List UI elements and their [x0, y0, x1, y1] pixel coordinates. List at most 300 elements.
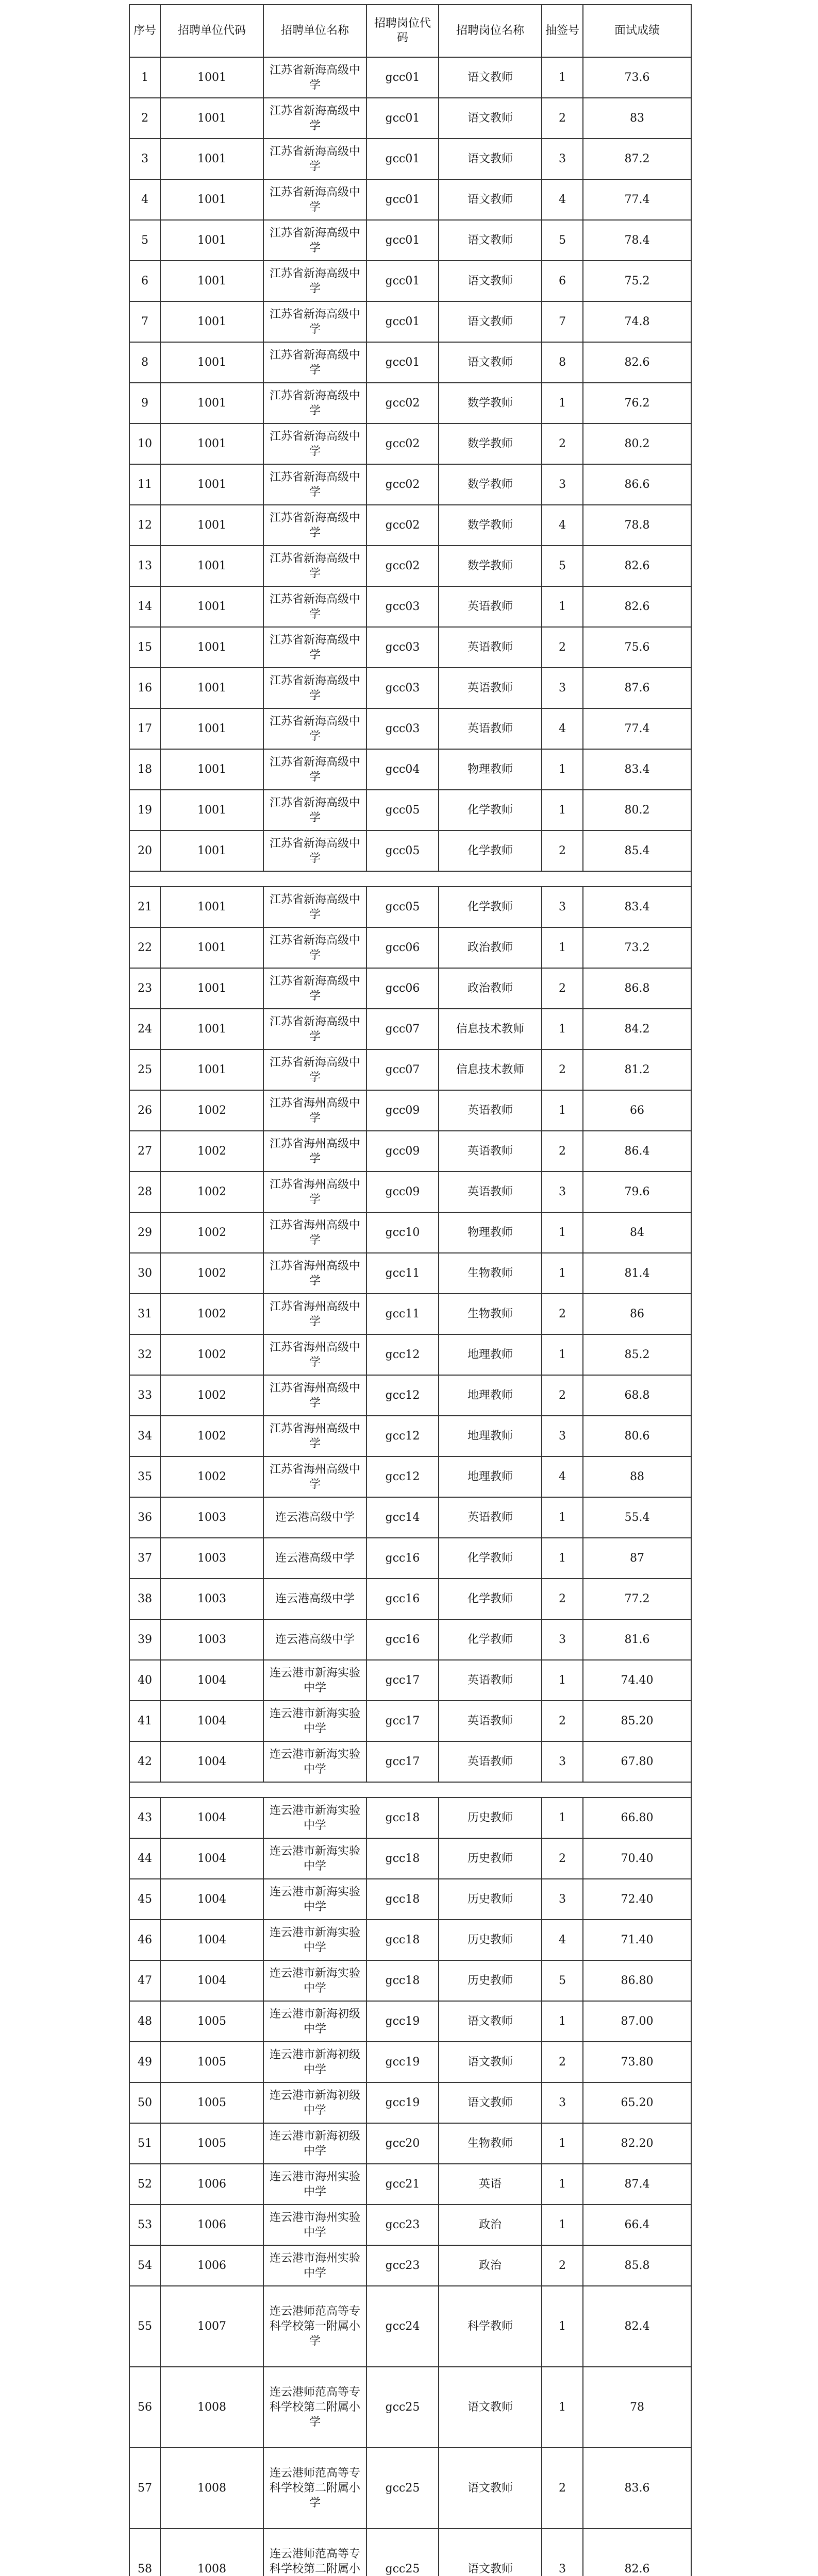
draw-number-cell: 3 [542, 1416, 583, 1456]
table-row [129, 1294, 691, 1334]
table-row [129, 1538, 691, 1579]
row-index-cell: 58 [129, 2529, 160, 2576]
unit-name-cell: 江苏省海州高级中学 [263, 1212, 366, 1253]
interview-score-cell: 82.20 [583, 2123, 691, 2164]
header-cell: 招聘岗位代码 [366, 5, 439, 57]
post-code-cell: gcc23 [366, 2245, 439, 2286]
table-row [129, 505, 691, 546]
table-row [129, 1497, 691, 1538]
interview-score-cell: 75.2 [583, 261, 691, 301]
header-cell: 抽签号 [542, 5, 583, 57]
row-index-cell: 41 [129, 1701, 160, 1741]
table-row [129, 179, 691, 220]
unit-code-cell: 1002 [160, 1294, 263, 1334]
post-code-cell: gcc03 [366, 627, 439, 668]
interview-score-cell: 70.40 [583, 1838, 691, 1879]
interview-score-cell: 88 [583, 1456, 691, 1497]
row-index-cell: 43 [129, 1798, 160, 1838]
unit-code-cell: 1001 [160, 261, 263, 301]
table-row [129, 1253, 691, 1294]
draw-number-cell: 2 [542, 1838, 583, 1879]
post-code-cell: gcc18 [366, 1960, 439, 2001]
unit-code-cell: 1002 [160, 1172, 263, 1212]
unit-code-cell: 1001 [160, 887, 263, 927]
table-row [129, 1212, 691, 1253]
unit-name-cell: 连云港市新海实验中学 [263, 1741, 366, 1782]
draw-number-cell: 3 [542, 887, 583, 927]
row-index-cell: 55 [129, 2286, 160, 2367]
draw-number-cell: 1 [542, 383, 583, 423]
post-code-cell: gcc18 [366, 1920, 439, 1960]
interview-score-cell: 87.00 [583, 2001, 691, 2042]
post-code-cell: gcc12 [366, 1375, 439, 1416]
post-code-cell: gcc16 [366, 1538, 439, 1579]
unit-code-cell: 1002 [160, 1090, 263, 1131]
draw-number-cell: 4 [542, 505, 583, 546]
post-code-cell: gcc06 [366, 968, 439, 1009]
unit-code-cell: 1001 [160, 831, 263, 871]
draw-number-cell: 1 [542, 1660, 583, 1701]
unit-name-cell: 江苏省海州高级中学 [263, 1375, 366, 1416]
table-row [129, 1960, 691, 2001]
post-name-cell: 政治教师 [439, 927, 542, 968]
table-row [129, 1920, 691, 1960]
post-name-cell: 政治 [439, 2245, 542, 2286]
post-name-cell: 英语教师 [439, 1701, 542, 1741]
table-row [129, 261, 691, 301]
unit-code-cell: 1004 [160, 1920, 263, 1960]
post-code-cell: gcc17 [366, 1660, 439, 1701]
unit-name-cell: 江苏省新海高级中学 [263, 668, 366, 708]
table-row [129, 2082, 691, 2123]
post-code-cell: gcc12 [366, 1334, 439, 1375]
unit-code-cell: 1001 [160, 586, 263, 627]
unit-name-cell: 连云港市新海初级中学 [263, 2082, 366, 2123]
post-code-cell: gcc16 [366, 1579, 439, 1619]
interview-score-cell: 71.40 [583, 1920, 691, 1960]
interview-score-cell: 66.4 [583, 2205, 691, 2245]
unit-name-cell: 连云港师范高等专科学校第二附属小学 [263, 2448, 366, 2529]
row-index-cell: 49 [129, 2042, 160, 2082]
row-index-cell: 26 [129, 1090, 160, 1131]
interview-score-cell: 84 [583, 1212, 691, 1253]
row-index-cell: 30 [129, 1253, 160, 1294]
interview-score-cell: 75.6 [583, 627, 691, 668]
unit-code-cell: 1003 [160, 1538, 263, 1579]
unit-name-cell: 江苏省海州高级中学 [263, 1253, 366, 1294]
unit-name-cell: 连云港师范高等专科学校第一附属小学 [263, 2286, 366, 2367]
post-code-cell: gcc04 [366, 749, 439, 790]
draw-number-cell: 4 [542, 1920, 583, 1960]
unit-name-cell: 江苏省海州高级中学 [263, 1090, 366, 1131]
draw-number-cell: 2 [542, 968, 583, 1009]
interview-score-cell: 73.2 [583, 927, 691, 968]
draw-number-cell: 2 [542, 1049, 583, 1090]
post-name-cell: 历史教师 [439, 1798, 542, 1838]
unit-code-cell: 1004 [160, 1838, 263, 1879]
unit-name-cell: 连云港市海州实验中学 [263, 2245, 366, 2286]
post-code-cell: gcc03 [366, 708, 439, 749]
interview-score-cell: 82.6 [583, 2529, 691, 2576]
unit-name-cell: 连云港高级中学 [263, 1538, 366, 1579]
interview-score-cell: 77.4 [583, 179, 691, 220]
table-row [129, 464, 691, 505]
interview-score-cell: 78.8 [583, 505, 691, 546]
table-row [129, 1090, 691, 1131]
interview-score-cell: 65.20 [583, 2082, 691, 2123]
draw-number-cell: 1 [542, 57, 583, 98]
row-index-cell: 2 [129, 98, 160, 139]
post-name-cell: 数学教师 [439, 505, 542, 546]
unit-code-cell: 1006 [160, 2245, 263, 2286]
post-code-cell: gcc14 [366, 1497, 439, 1538]
interview-score-cell: 86.8 [583, 968, 691, 1009]
table-row [129, 927, 691, 968]
post-name-cell: 地理教师 [439, 1334, 542, 1375]
table-row [129, 1741, 691, 1782]
draw-number-cell: 2 [542, 1375, 583, 1416]
unit-code-cell: 1001 [160, 546, 263, 586]
page-gap-cell [129, 1782, 691, 1798]
unit-code-cell: 1002 [160, 1212, 263, 1253]
interview-score-cell: 77.2 [583, 1579, 691, 1619]
post-name-cell: 地理教师 [439, 1416, 542, 1456]
row-index-cell: 28 [129, 1172, 160, 1212]
header-cell: 序号 [129, 5, 160, 57]
table-row [129, 2529, 691, 2576]
draw-number-cell: 8 [542, 342, 583, 383]
unit-name-cell: 连云港市新海实验中学 [263, 1879, 366, 1920]
draw-number-cell: 1 [542, 2367, 583, 2448]
unit-code-cell: 1004 [160, 1741, 263, 1782]
interview-score-cell: 83 [583, 98, 691, 139]
post-code-cell: gcc01 [366, 139, 439, 179]
unit-name-cell: 连云港市新海实验中学 [263, 1960, 366, 2001]
unit-name-cell: 江苏省新海高级中学 [263, 927, 366, 968]
unit-code-cell: 1005 [160, 2042, 263, 2082]
table-row [129, 1375, 691, 1416]
post-name-cell: 化学教师 [439, 1579, 542, 1619]
post-name-cell: 物理教师 [439, 1212, 542, 1253]
table-row [129, 831, 691, 871]
unit-code-cell: 1004 [160, 1798, 263, 1838]
interview-score-cell: 85.20 [583, 1701, 691, 1741]
post-code-cell: gcc01 [366, 342, 439, 383]
post-code-cell: gcc01 [366, 98, 439, 139]
row-index-cell: 50 [129, 2082, 160, 2123]
interview-score-cell: 72.40 [583, 1879, 691, 1920]
post-code-cell: gcc02 [366, 423, 439, 464]
row-index-cell: 47 [129, 1960, 160, 2001]
unit-code-cell: 1001 [160, 139, 263, 179]
row-index-cell: 13 [129, 546, 160, 586]
table-row [129, 1172, 691, 1212]
post-code-cell: gcc05 [366, 790, 439, 831]
post-name-cell: 历史教师 [439, 1920, 542, 1960]
draw-number-cell: 1 [542, 1253, 583, 1294]
post-code-cell: gcc17 [366, 1701, 439, 1741]
post-name-cell: 语文教师 [439, 261, 542, 301]
unit-code-cell: 1001 [160, 708, 263, 749]
post-name-cell: 地理教师 [439, 1456, 542, 1497]
table-row [129, 1049, 691, 1090]
draw-number-cell: 2 [542, 831, 583, 871]
unit-name-cell: 江苏省海州高级中学 [263, 1456, 366, 1497]
post-name-cell: 语文教师 [439, 2367, 542, 2448]
interview-score-cell: 84.2 [583, 1009, 691, 1049]
interview-score-cell: 68.8 [583, 1375, 691, 1416]
table-row [129, 1416, 691, 1456]
post-name-cell: 化学教师 [439, 790, 542, 831]
unit-name-cell: 江苏省新海高级中学 [263, 708, 366, 749]
post-name-cell: 数学教师 [439, 423, 542, 464]
table-row [129, 1798, 691, 1838]
draw-number-cell: 1 [542, 927, 583, 968]
post-name-cell: 生物教师 [439, 1253, 542, 1294]
unit-name-cell: 江苏省新海高级中学 [263, 179, 366, 220]
table-row [129, 887, 691, 927]
post-code-cell: gcc01 [366, 220, 439, 261]
draw-number-cell: 1 [542, 2205, 583, 2245]
unit-name-cell: 江苏省新海高级中学 [263, 139, 366, 179]
post-name-cell: 数学教师 [439, 546, 542, 586]
post-code-cell: gcc01 [366, 179, 439, 220]
post-name-cell: 语文教师 [439, 220, 542, 261]
table-row [129, 301, 691, 342]
draw-number-cell: 1 [542, 586, 583, 627]
unit-code-cell: 1001 [160, 301, 263, 342]
post-name-cell: 数学教师 [439, 464, 542, 505]
interview-score-cell: 81.4 [583, 1253, 691, 1294]
post-name-cell: 语文教师 [439, 139, 542, 179]
unit-name-cell: 连云港高级中学 [263, 1619, 366, 1660]
unit-code-cell: 1001 [160, 220, 263, 261]
table-row [129, 98, 691, 139]
interview-score-cell: 80.2 [583, 423, 691, 464]
unit-name-cell: 江苏省新海高级中学 [263, 1009, 366, 1049]
unit-name-cell: 江苏省新海高级中学 [263, 342, 366, 383]
post-name-cell: 政治 [439, 2205, 542, 2245]
unit-name-cell: 连云港市新海实验中学 [263, 1838, 366, 1879]
row-index-cell: 54 [129, 2245, 160, 2286]
table-row [129, 2001, 691, 2042]
unit-code-cell: 1001 [160, 749, 263, 790]
interview-score-cell: 85.2 [583, 1334, 691, 1375]
draw-number-cell: 5 [542, 1960, 583, 2001]
post-code-cell: gcc01 [366, 261, 439, 301]
row-index-cell: 23 [129, 968, 160, 1009]
post-code-cell: gcc17 [366, 1741, 439, 1782]
post-code-cell: gcc07 [366, 1009, 439, 1049]
row-index-cell: 46 [129, 1920, 160, 1960]
unit-name-cell: 江苏省新海高级中学 [263, 57, 366, 98]
table-row [129, 2367, 691, 2448]
interview-score-cell: 86.80 [583, 1960, 691, 2001]
unit-code-cell: 1001 [160, 927, 263, 968]
draw-number-cell: 2 [542, 98, 583, 139]
table-row [129, 1660, 691, 1701]
row-index-cell: 25 [129, 1049, 160, 1090]
draw-number-cell: 3 [542, 2082, 583, 2123]
post-name-cell: 英语教师 [439, 708, 542, 749]
row-index-cell: 10 [129, 423, 160, 464]
page-gap [129, 1782, 691, 1798]
unit-code-cell: 1008 [160, 2367, 263, 2448]
row-index-cell: 22 [129, 927, 160, 968]
unit-code-cell: 1004 [160, 1701, 263, 1741]
unit-name-cell: 连云港市新海实验中学 [263, 1920, 366, 1960]
draw-number-cell: 3 [542, 668, 583, 708]
interview-score-cell: 78 [583, 2367, 691, 2448]
unit-name-cell: 江苏省新海高级中学 [263, 546, 366, 586]
post-name-cell: 英语教师 [439, 668, 542, 708]
row-index-cell: 18 [129, 749, 160, 790]
unit-name-cell: 江苏省新海高级中学 [263, 627, 366, 668]
unit-code-cell: 1004 [160, 1960, 263, 2001]
row-index-cell: 6 [129, 261, 160, 301]
unit-name-cell: 连云港市新海实验中学 [263, 1798, 366, 1838]
unit-name-cell: 江苏省新海高级中学 [263, 423, 366, 464]
row-index-cell: 1 [129, 57, 160, 98]
unit-code-cell: 1001 [160, 968, 263, 1009]
draw-number-cell: 1 [542, 2286, 583, 2367]
table-row [129, 668, 691, 708]
row-index-cell: 56 [129, 2367, 160, 2448]
post-code-cell: gcc18 [366, 1838, 439, 1879]
interview-score-cell: 77.4 [583, 708, 691, 749]
table-row [129, 968, 691, 1009]
draw-number-cell: 1 [542, 790, 583, 831]
draw-number-cell: 7 [542, 301, 583, 342]
draw-number-cell: 1 [542, 1334, 583, 1375]
unit-code-cell: 1001 [160, 464, 263, 505]
unit-code-cell: 1008 [160, 2529, 263, 2576]
post-code-cell: gcc25 [366, 2529, 439, 2576]
interview-score-cell: 85.4 [583, 831, 691, 871]
table-row [129, 627, 691, 668]
post-code-cell: gcc05 [366, 831, 439, 871]
post-name-cell: 语文教师 [439, 2042, 542, 2082]
draw-number-cell: 5 [542, 546, 583, 586]
table-row [129, 1009, 691, 1049]
unit-code-cell: 1001 [160, 1009, 263, 1049]
post-name-cell: 数学教师 [439, 383, 542, 423]
interview-score-cell: 74.8 [583, 301, 691, 342]
unit-code-cell: 1005 [160, 2001, 263, 2042]
post-code-cell: gcc18 [366, 1879, 439, 1920]
draw-number-cell: 1 [542, 1538, 583, 1579]
draw-number-cell: 1 [542, 2123, 583, 2164]
interview-score-cell: 87.4 [583, 2164, 691, 2205]
unit-name-cell: 江苏省海州高级中学 [263, 1416, 366, 1456]
interview-score-cell: 82.6 [583, 546, 691, 586]
table-row [129, 749, 691, 790]
unit-name-cell: 江苏省新海高级中学 [263, 261, 366, 301]
draw-number-cell: 4 [542, 179, 583, 220]
table-row [129, 383, 691, 423]
draw-number-cell: 3 [542, 1172, 583, 1212]
draw-number-cell: 3 [542, 139, 583, 179]
row-index-cell: 34 [129, 1416, 160, 1456]
unit-name-cell: 江苏省新海高级中学 [263, 220, 366, 261]
unit-name-cell: 连云港市新海实验中学 [263, 1660, 366, 1701]
unit-name-cell: 江苏省新海高级中学 [263, 301, 366, 342]
row-index-cell: 57 [129, 2448, 160, 2529]
unit-code-cell: 1002 [160, 1416, 263, 1456]
unit-code-cell: 1001 [160, 383, 263, 423]
interview-score-cell: 66 [583, 1090, 691, 1131]
post-code-cell: gcc11 [366, 1253, 439, 1294]
row-index-cell: 4 [129, 179, 160, 220]
interview-score-cell: 86.4 [583, 1131, 691, 1172]
post-code-cell: gcc09 [366, 1131, 439, 1172]
unit-name-cell: 江苏省新海高级中学 [263, 464, 366, 505]
unit-name-cell: 江苏省新海高级中学 [263, 98, 366, 139]
post-name-cell: 语文教师 [439, 179, 542, 220]
unit-code-cell: 1003 [160, 1497, 263, 1538]
interview-score-cell: 81.6 [583, 1619, 691, 1660]
draw-number-cell: 5 [542, 220, 583, 261]
unit-code-cell: 1004 [160, 1879, 263, 1920]
draw-number-cell: 2 [542, 1579, 583, 1619]
table-row [129, 2042, 691, 2082]
interview-score-cell: 83.6 [583, 2448, 691, 2529]
table-row [129, 708, 691, 749]
interview-score-cell: 87 [583, 1538, 691, 1579]
interview-score-table [129, 4, 692, 2576]
draw-number-cell: 3 [542, 1619, 583, 1660]
table-row [129, 2286, 691, 2367]
table-row [129, 342, 691, 383]
unit-name-cell: 江苏省新海高级中学 [263, 383, 366, 423]
row-index-cell: 33 [129, 1375, 160, 1416]
interview-score-cell: 86 [583, 1294, 691, 1334]
unit-name-cell: 连云港市海州实验中学 [263, 2205, 366, 2245]
page-gap [129, 871, 691, 887]
post-name-cell: 语文教师 [439, 2448, 542, 2529]
unit-code-cell: 1005 [160, 2123, 263, 2164]
unit-name-cell: 江苏省新海高级中学 [263, 1049, 366, 1090]
header-cell: 招聘单位代码 [160, 5, 263, 57]
interview-score-cell: 82.6 [583, 342, 691, 383]
draw-number-cell: 4 [542, 1456, 583, 1497]
draw-number-cell: 2 [542, 2245, 583, 2286]
post-name-cell: 生物教师 [439, 1294, 542, 1334]
unit-code-cell: 1001 [160, 627, 263, 668]
table-row [129, 2448, 691, 2529]
unit-code-cell: 1001 [160, 1049, 263, 1090]
unit-name-cell: 连云港市新海实验中学 [263, 1701, 366, 1741]
table-row [129, 220, 691, 261]
unit-code-cell: 1001 [160, 423, 263, 464]
post-code-cell: gcc09 [366, 1090, 439, 1131]
draw-number-cell: 1 [542, 2164, 583, 2205]
row-index-cell: 24 [129, 1009, 160, 1049]
post-name-cell: 化学教师 [439, 831, 542, 871]
draw-number-cell: 1 [542, 1798, 583, 1838]
unit-name-cell: 连云港市新海初级中学 [263, 2123, 366, 2164]
post-code-cell: gcc03 [366, 668, 439, 708]
row-index-cell: 31 [129, 1294, 160, 1334]
table-row [129, 1619, 691, 1660]
post-name-cell: 语文教师 [439, 342, 542, 383]
post-name-cell: 化学教师 [439, 1538, 542, 1579]
interview-score-cell: 55.4 [583, 1497, 691, 1538]
interview-score-cell: 73.6 [583, 57, 691, 98]
post-code-cell: gcc24 [366, 2286, 439, 2367]
post-code-cell: gcc07 [366, 1049, 439, 1090]
unit-code-cell: 1001 [160, 790, 263, 831]
